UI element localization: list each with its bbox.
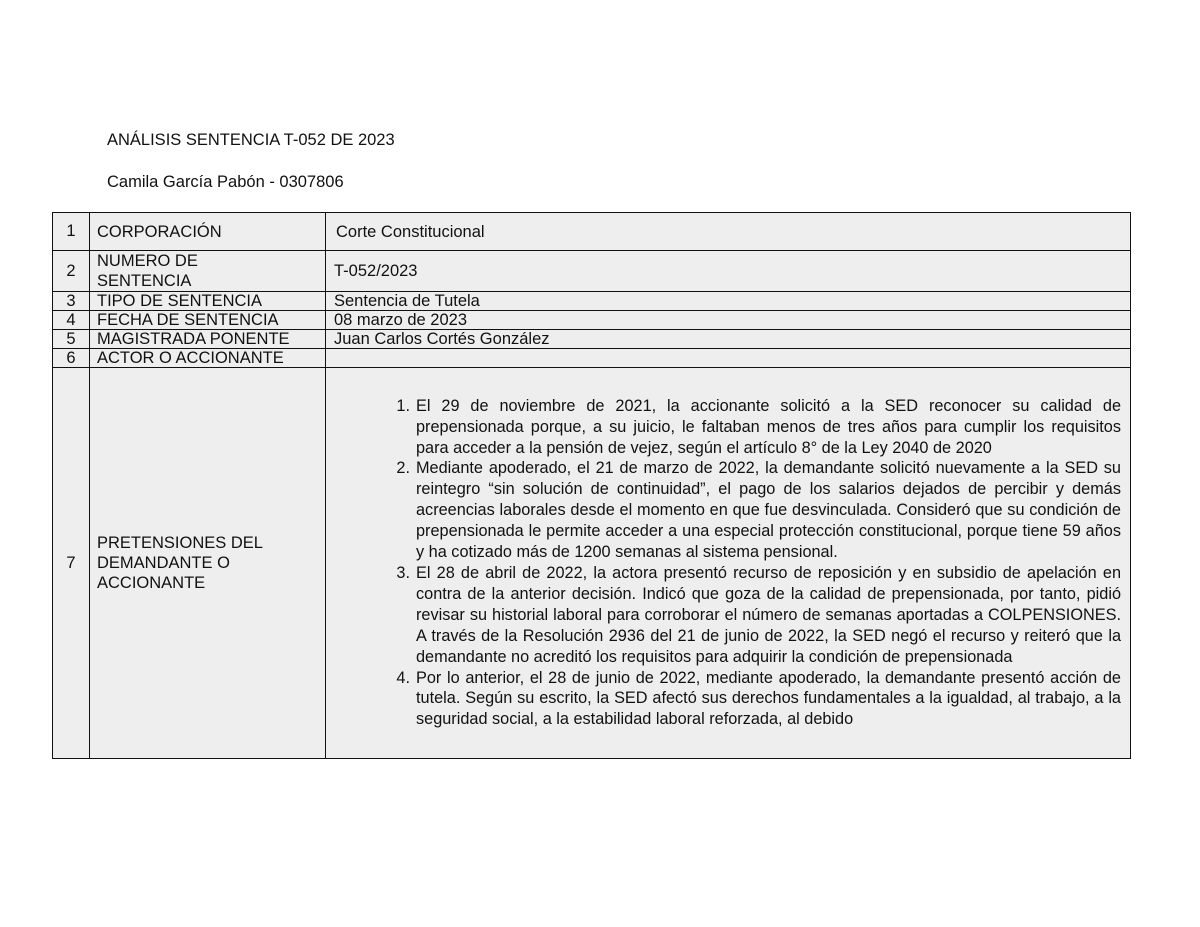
row-number: 3	[53, 292, 90, 311]
list-item	[326, 396, 1121, 459]
list-item-text: Por lo anterior, el 28 de junio de 2022, mediante apoderado, la demandante presentó acción de tutela. Según su escrito, la SED afectó sus derechos fundamentales a la igualdad, al trabajo, a la seguridad social, a la estabilidad laboral reforzada, al debido	[416, 668, 1121, 729]
pretensiones-cell	[326, 368, 1131, 759]
row-number: 1	[53, 213, 90, 251]
row-number: 5	[53, 330, 90, 349]
list-marker: 4.	[396, 668, 410, 687]
list-item-text: El 28 de abril de 2022, la actora presentó recurso de reposición y en subsidio de apelación en contra de la anterior decisión. Indicó que goza de la calidad de prepensionada, por tanto, pidió revisar su historial laboral para corroborar el número de semanas aportadas a COLPENSIONES. A través de la Resolución 2936 del 21 de junio de 2022, la SED negó el recurso y reiteró que la demandante no acreditó los requisitos para adquirir la condición de prepensionada	[416, 564, 1121, 666]
row-label: FECHA DE SENTENCIA	[90, 311, 326, 330]
table-row	[53, 368, 1131, 759]
row-label: NUMERO DE SENTENCIA	[90, 251, 326, 292]
row-value: Sentencia de Tutela	[326, 292, 1131, 311]
list-item-text: El 29 de noviembre de 2021, la accionante solicitó a la SED reconocer su calidad de prepensionada porque, a su juicio, le faltaban menos de tres años para cumplir los requisitos para acceder a la pensión de vejez, según el artículo 8° de la Ley 2040 de 2020	[416, 396, 1121, 457]
table-row	[53, 349, 1131, 368]
list-marker: 1.	[396, 396, 410, 415]
list-item	[326, 668, 1121, 731]
row-label: TIPO DE SENTENCIA	[90, 292, 326, 311]
row-value: Corte Constitucional	[326, 213, 1131, 251]
row-value: Juan Carlos Cortés González	[326, 330, 1131, 349]
list-item	[326, 563, 1121, 668]
list-marker: 2.	[396, 459, 410, 478]
document-author: Camila García Pabón - 0307806	[107, 173, 344, 191]
document-title: ANÁLISIS SENTENCIA T-052 DE 2023	[107, 131, 395, 149]
row-label: MAGISTRADA PONENTE	[90, 330, 326, 349]
table-row	[53, 213, 1131, 251]
table-row	[53, 330, 1131, 349]
row-number: 7	[53, 368, 90, 759]
list-item-text: Mediante apoderado, el 21 de marzo de 2022, la demandante solicitó nuevamente a la SED su reintegro “sin solución de continuidad”, el pago de los salarios dejados de percibir y demás acreencias laborales desde el momento en que fue desvinculada. Consideró que su condición de prepensionada le permite acceder a una especial protección constitucional, porque tiene 59 años y ha cotizado más de 1200 semanas al sistema pensional.	[416, 459, 1121, 562]
table-row	[53, 292, 1131, 311]
table-row	[53, 311, 1131, 330]
table-row	[53, 251, 1131, 292]
row-label: CORPORACIÓN	[90, 213, 326, 251]
list-item	[326, 458, 1121, 563]
row-value: T-052/2023	[326, 251, 1131, 292]
row-value	[326, 349, 1131, 368]
list-marker: 3.	[396, 564, 410, 582]
row-number: 4	[53, 311, 90, 330]
row-number: 2	[53, 251, 90, 292]
row-label: PRETENSIONES DEL DEMANDANTE O ACCIONANTE	[90, 368, 326, 759]
row-value: 08 marzo de 2023	[326, 311, 1131, 330]
pretensiones-list	[326, 396, 1121, 731]
analysis-table	[52, 212, 1131, 759]
row-number: 6	[53, 349, 90, 368]
row-label: ACTOR O ACCIONANTE	[90, 349, 326, 368]
